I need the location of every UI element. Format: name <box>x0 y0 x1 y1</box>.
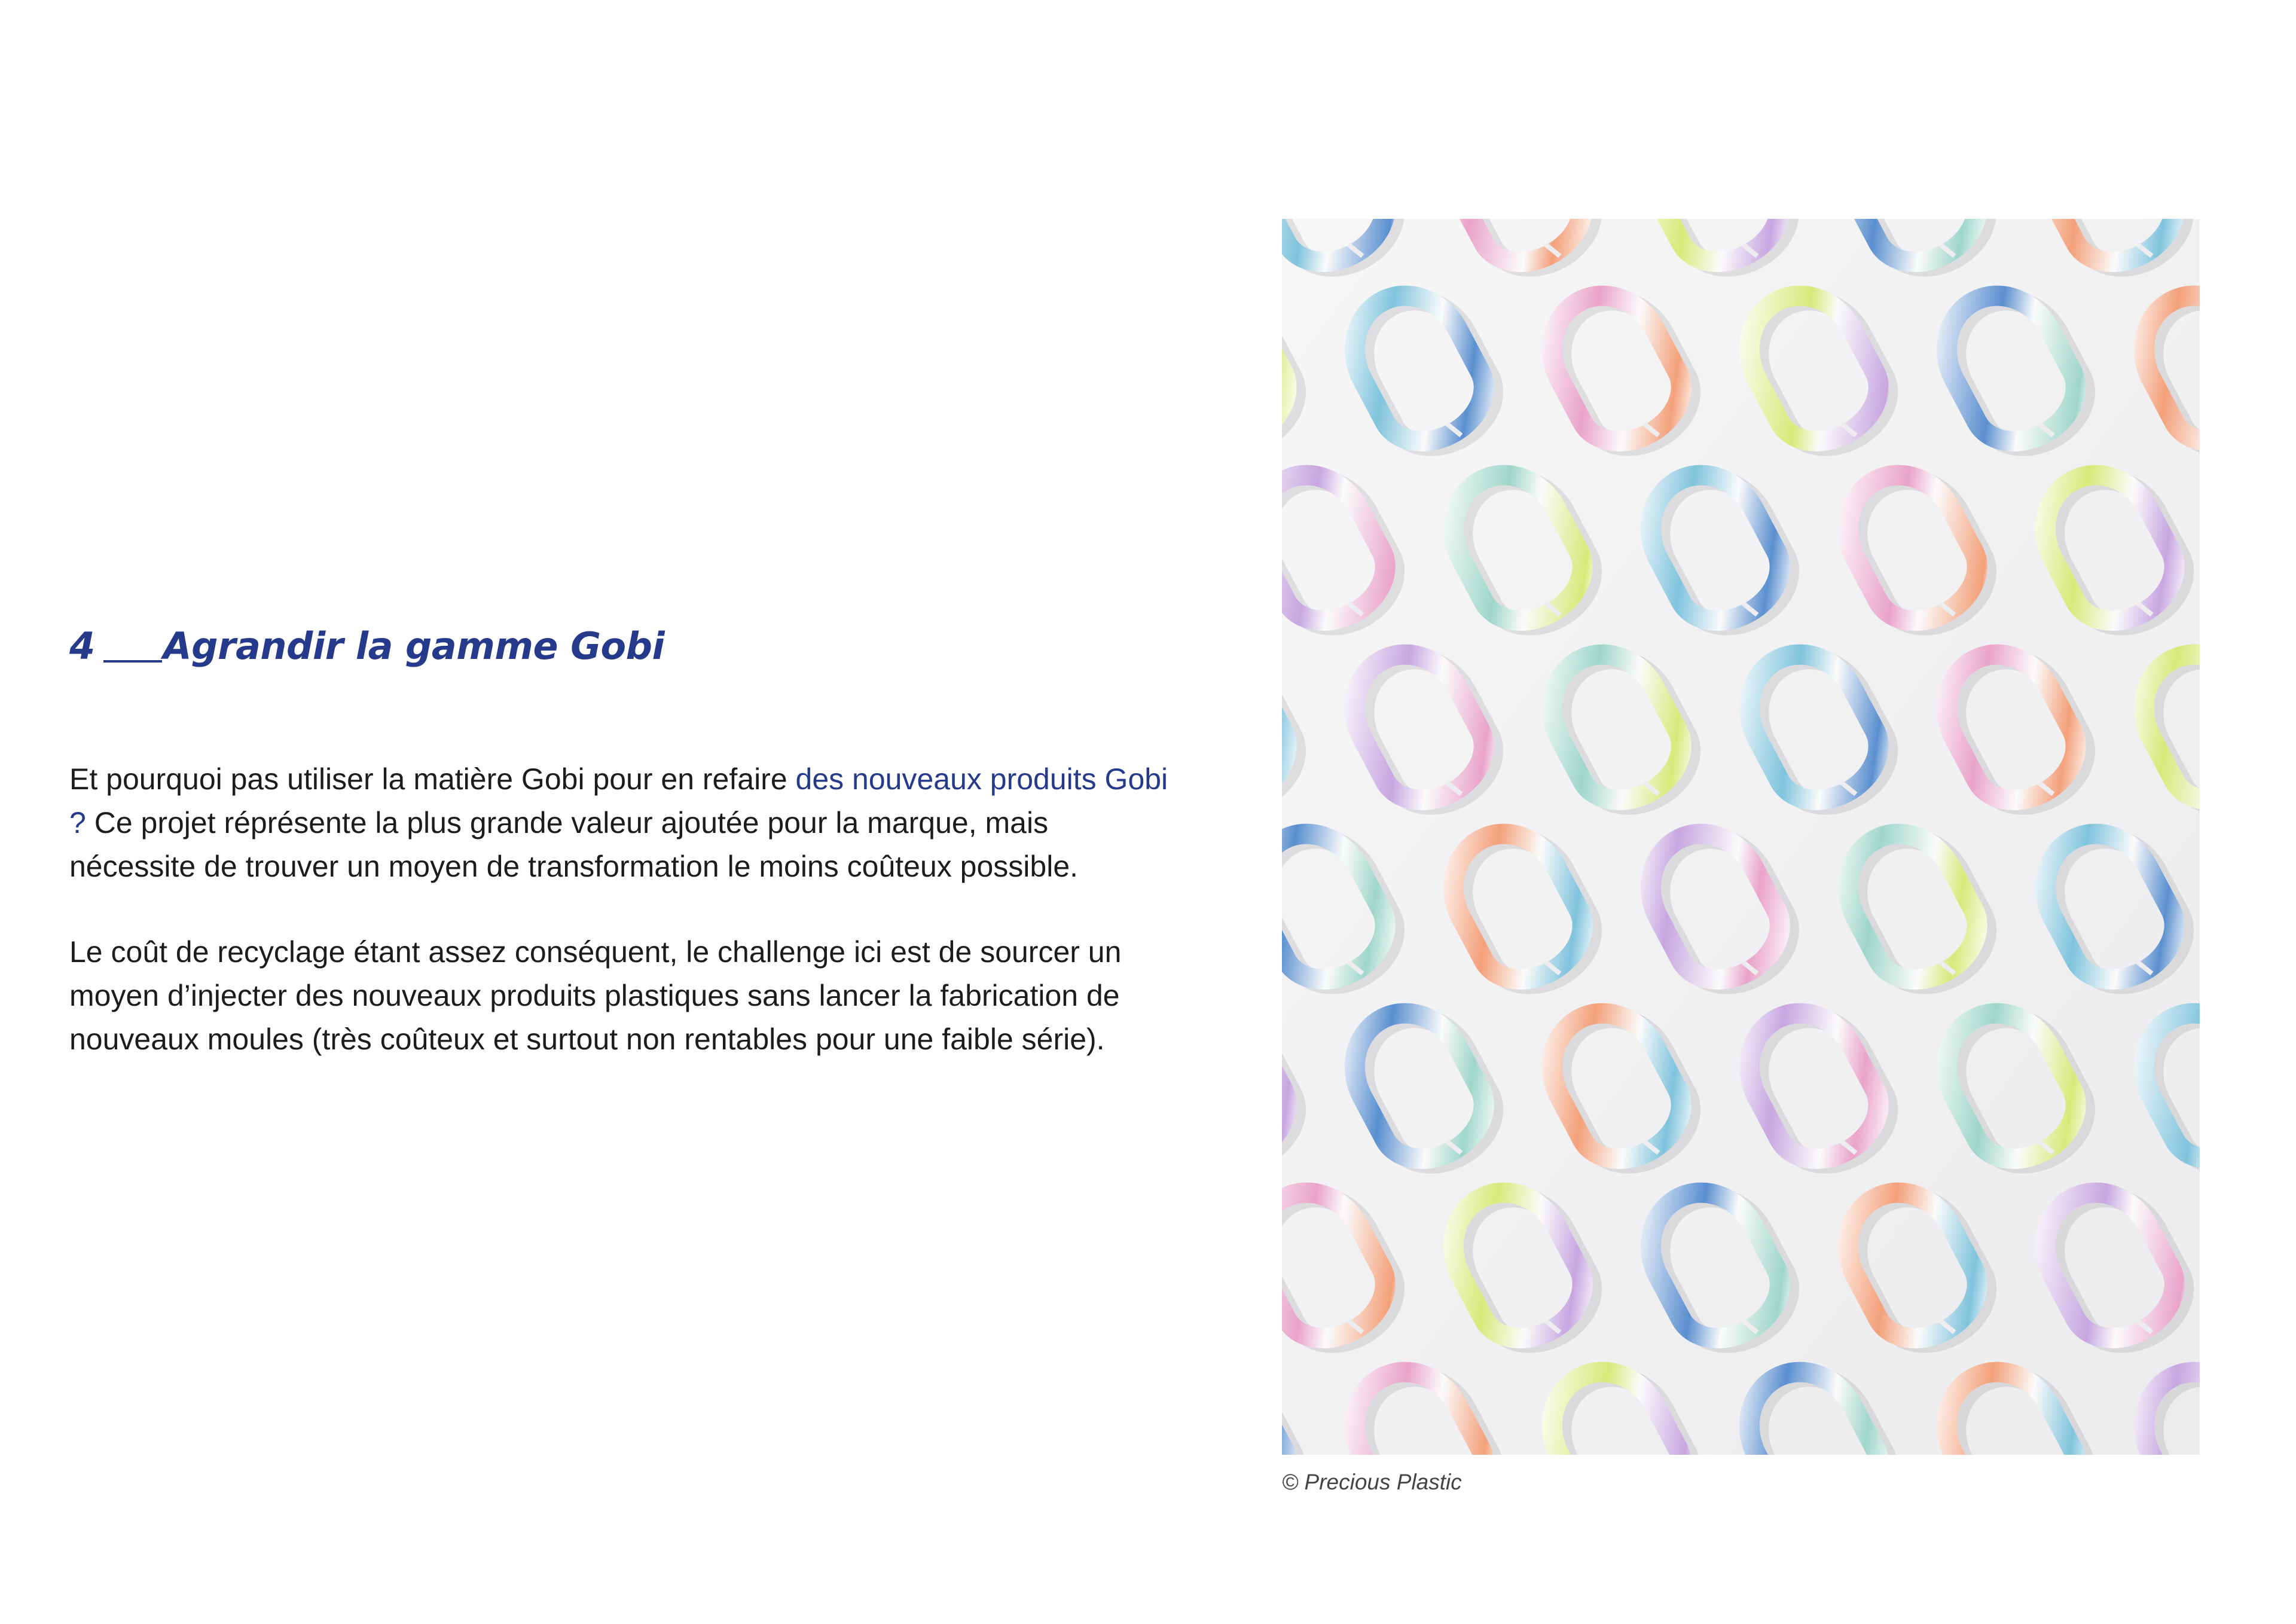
carabiners-illustration <box>1282 219 2200 1455</box>
section-heading <box>69 624 664 668</box>
carabiners-photo <box>1282 219 2200 1455</box>
intro-paragraph <box>69 758 1176 889</box>
challenge-paragraph: Le coût de recyclage étant assez conséquent, le challenge ici est de sourcer un moyen d’injecter des nouveaux produits plastiques sans lancer la fabrication de nouveaux moules (très coûteux et surtout non rentables pour une faible série). <box>69 935 1122 1056</box>
section-title: Agrandir la gamme Gobi <box>163 624 665 668</box>
intro-text-start: Et pourquoi pas utiliser la matière Gobi pour en refaire <box>69 762 796 796</box>
intro-highlight: des nouveaux produits Gobi ? <box>69 762 1168 840</box>
heading-separator-rule <box>103 660 162 663</box>
section-number: 4 <box>69 624 95 668</box>
intro-text-end: Ce projet réprésente la plus grande valeur ajoutée pour la marque, mais nécessite de trouver un moyen de transformation le moins coûteux possible. <box>69 806 1079 883</box>
photo-credit: © Precious Plastic <box>1282 1470 1462 1494</box>
